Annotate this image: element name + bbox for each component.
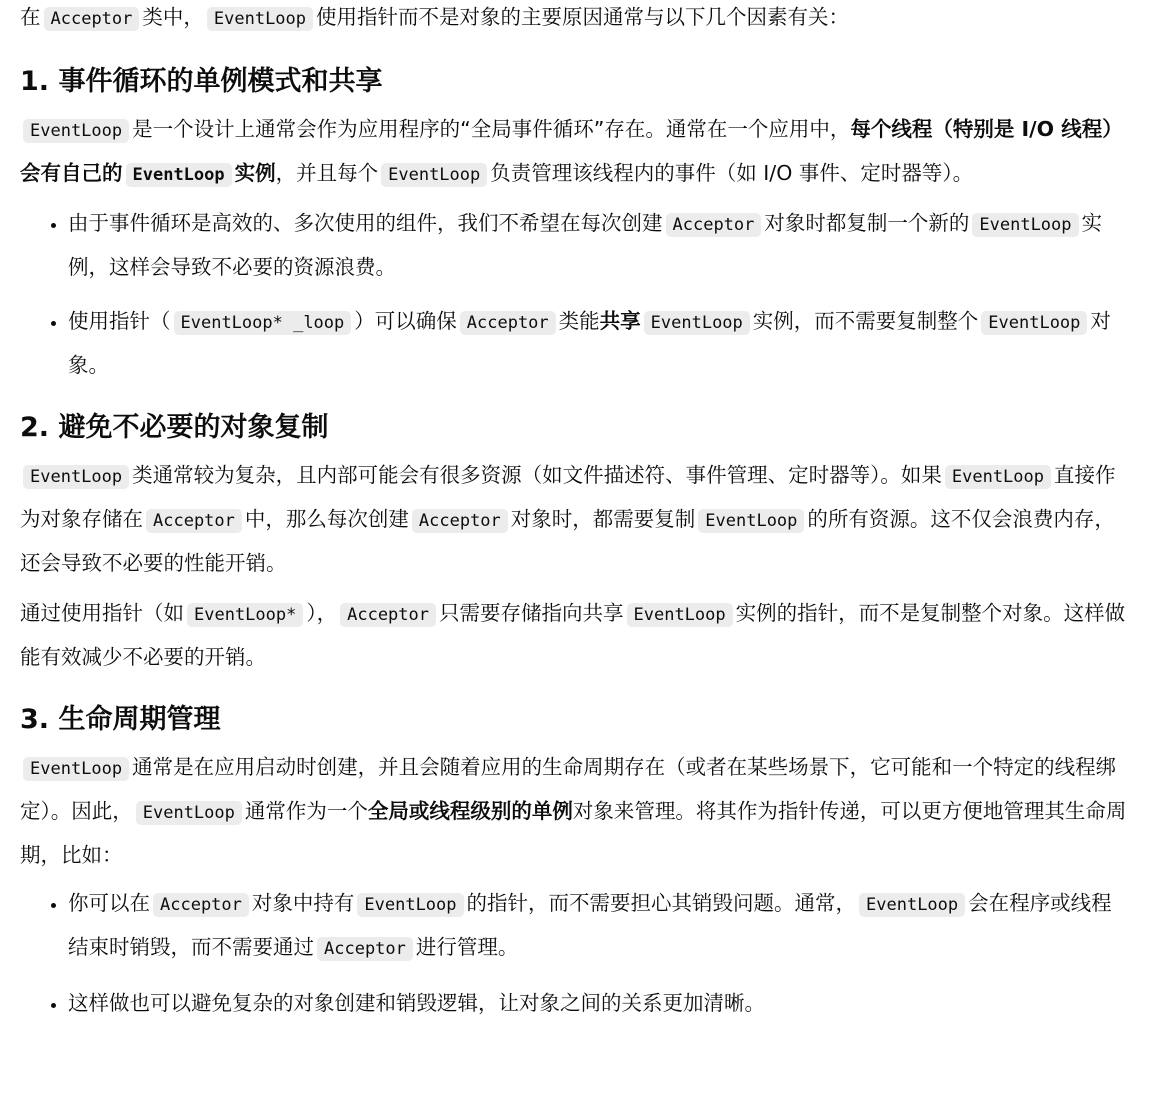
- text: 的指针，而不需要担心其销毁问题。通常，: [466, 891, 857, 915]
- inline-code: Acceptor: [146, 509, 242, 533]
- text: 通过使用指针（如: [20, 601, 184, 625]
- text: 使用指针（: [68, 309, 171, 333]
- inline-code: EventLoop: [859, 893, 965, 917]
- text: 实例，而不需要复制整个: [752, 309, 979, 333]
- text: 是一个设计上通常会作为应用程序的“全局事件循环”存在。通常在一个应用中，: [132, 117, 851, 141]
- section-3-list: [20, 882, 1130, 1024]
- inline-code: EventLoop* _loop: [174, 311, 352, 335]
- inline-code: EventLoop*: [187, 603, 303, 627]
- text: 实例，这样会导致不必要的资源浪费。: [68, 211, 1103, 279]
- inline-code: EventLoop: [381, 163, 487, 187]
- text: 使用指针而不是对象的主要原因通常与以下几个因素有关：: [316, 5, 850, 29]
- text: 会在程序或线程结束时销毁，而不需要通过: [68, 891, 1112, 959]
- text: 实例的指针，而不是复制整个对象。这样做能有效减少不必要的开销。: [20, 601, 1126, 669]
- text: 负责管理该线程内的事件（如 I/O 事件、定时器等）。: [490, 161, 974, 185]
- text: 这样做也可以避免复杂的对象创建和销毁逻辑，让对象之间的关系更加清晰。: [68, 991, 765, 1015]
- text: 类中，: [142, 5, 204, 29]
- inline-code: Acceptor: [460, 311, 556, 335]
- inline-code: Acceptor: [412, 509, 508, 533]
- text: 类能: [558, 309, 600, 333]
- inline-code: EventLoop: [126, 163, 232, 187]
- text: 在: [20, 5, 41, 29]
- list-item: [68, 300, 1130, 386]
- inline-code: Acceptor: [153, 893, 249, 917]
- text: 进行管理。: [415, 935, 519, 959]
- list-item: [68, 982, 1130, 1024]
- bold-text: 全局或线程级别的单例: [367, 799, 573, 823]
- section-2-paragraph-1: [20, 454, 1130, 584]
- text: 对象时，都需要复制: [510, 507, 696, 531]
- inline-code: EventLoop: [945, 465, 1051, 489]
- list-item: [68, 882, 1130, 970]
- text: 类通常较为复杂，且内部可能会有很多资源（如文件描述符、事件管理、定时器等）。如果: [132, 463, 942, 487]
- text: ），: [306, 601, 338, 625]
- text: 由于事件循环是高效的、多次使用的组件，我们不希望在每次创建: [68, 211, 663, 235]
- section-3-paragraph: [20, 746, 1130, 876]
- bold-text-part: 实例: [234, 161, 276, 185]
- section-heading-1: 1. 事件循环的单例模式和共享: [20, 66, 383, 97]
- section-heading-2: 2. 避免不必要的对象复制: [20, 412, 329, 443]
- inline-code: EventLoop: [981, 311, 1087, 335]
- inline-code: EventLoop: [644, 311, 750, 335]
- inline-code: EventLoop: [23, 119, 129, 143]
- inline-code: EventLoop: [23, 757, 129, 781]
- inline-code: EventLoop: [972, 213, 1078, 237]
- list-item: [68, 202, 1130, 288]
- text: 对象中持有: [251, 891, 355, 915]
- text: 的所有资源。这不仅会浪费内存，还会导致不必要的性能开销。: [20, 507, 1115, 575]
- text: 你可以在: [68, 891, 150, 915]
- text: ）可以确保: [354, 309, 457, 333]
- text: 只需要存储指向共享: [439, 601, 624, 625]
- text: 对象。: [68, 309, 1111, 377]
- inline-code: EventLoop: [627, 603, 733, 627]
- text: 对象来管理。将其作为指针传递，可以更方便地管理其生命周期，比如：: [20, 799, 1127, 867]
- inline-code: Acceptor: [44, 7, 140, 31]
- section-2-paragraph-2: [20, 592, 1130, 678]
- inline-code: EventLoop: [357, 893, 463, 917]
- intro-paragraph: [20, 0, 1130, 40]
- inline-code: EventLoop: [136, 801, 242, 825]
- text: 中，那么每次创建: [244, 507, 409, 531]
- inline-code: Acceptor: [340, 603, 436, 627]
- inline-code: Acceptor: [666, 213, 762, 237]
- section-1-list: [20, 202, 1130, 386]
- inline-code: EventLoop: [698, 509, 804, 533]
- section-heading-3: 3. 生命周期管理: [20, 704, 221, 735]
- text: 通常是在应用启动时创建，并且会随着应用的生命周期存在（或者在某些场景下，它可能和一个特定的线程绑定）。因此，: [20, 755, 1117, 823]
- inline-code: EventLoop: [207, 7, 313, 31]
- bold-text-part: 每个线程（特别是 I/O 线程）会有自己的: [20, 117, 1123, 185]
- section-1-paragraph: [20, 108, 1130, 196]
- text: 对象时都复制一个新的: [764, 211, 970, 235]
- text: 通常作为一个: [244, 799, 368, 823]
- text: 直接作为对象存储在: [20, 463, 1116, 531]
- text: ，并且每个: [275, 161, 379, 185]
- bold-text: 共享: [599, 309, 641, 333]
- inline-code: Acceptor: [317, 937, 413, 961]
- inline-code: EventLoop: [23, 465, 129, 489]
